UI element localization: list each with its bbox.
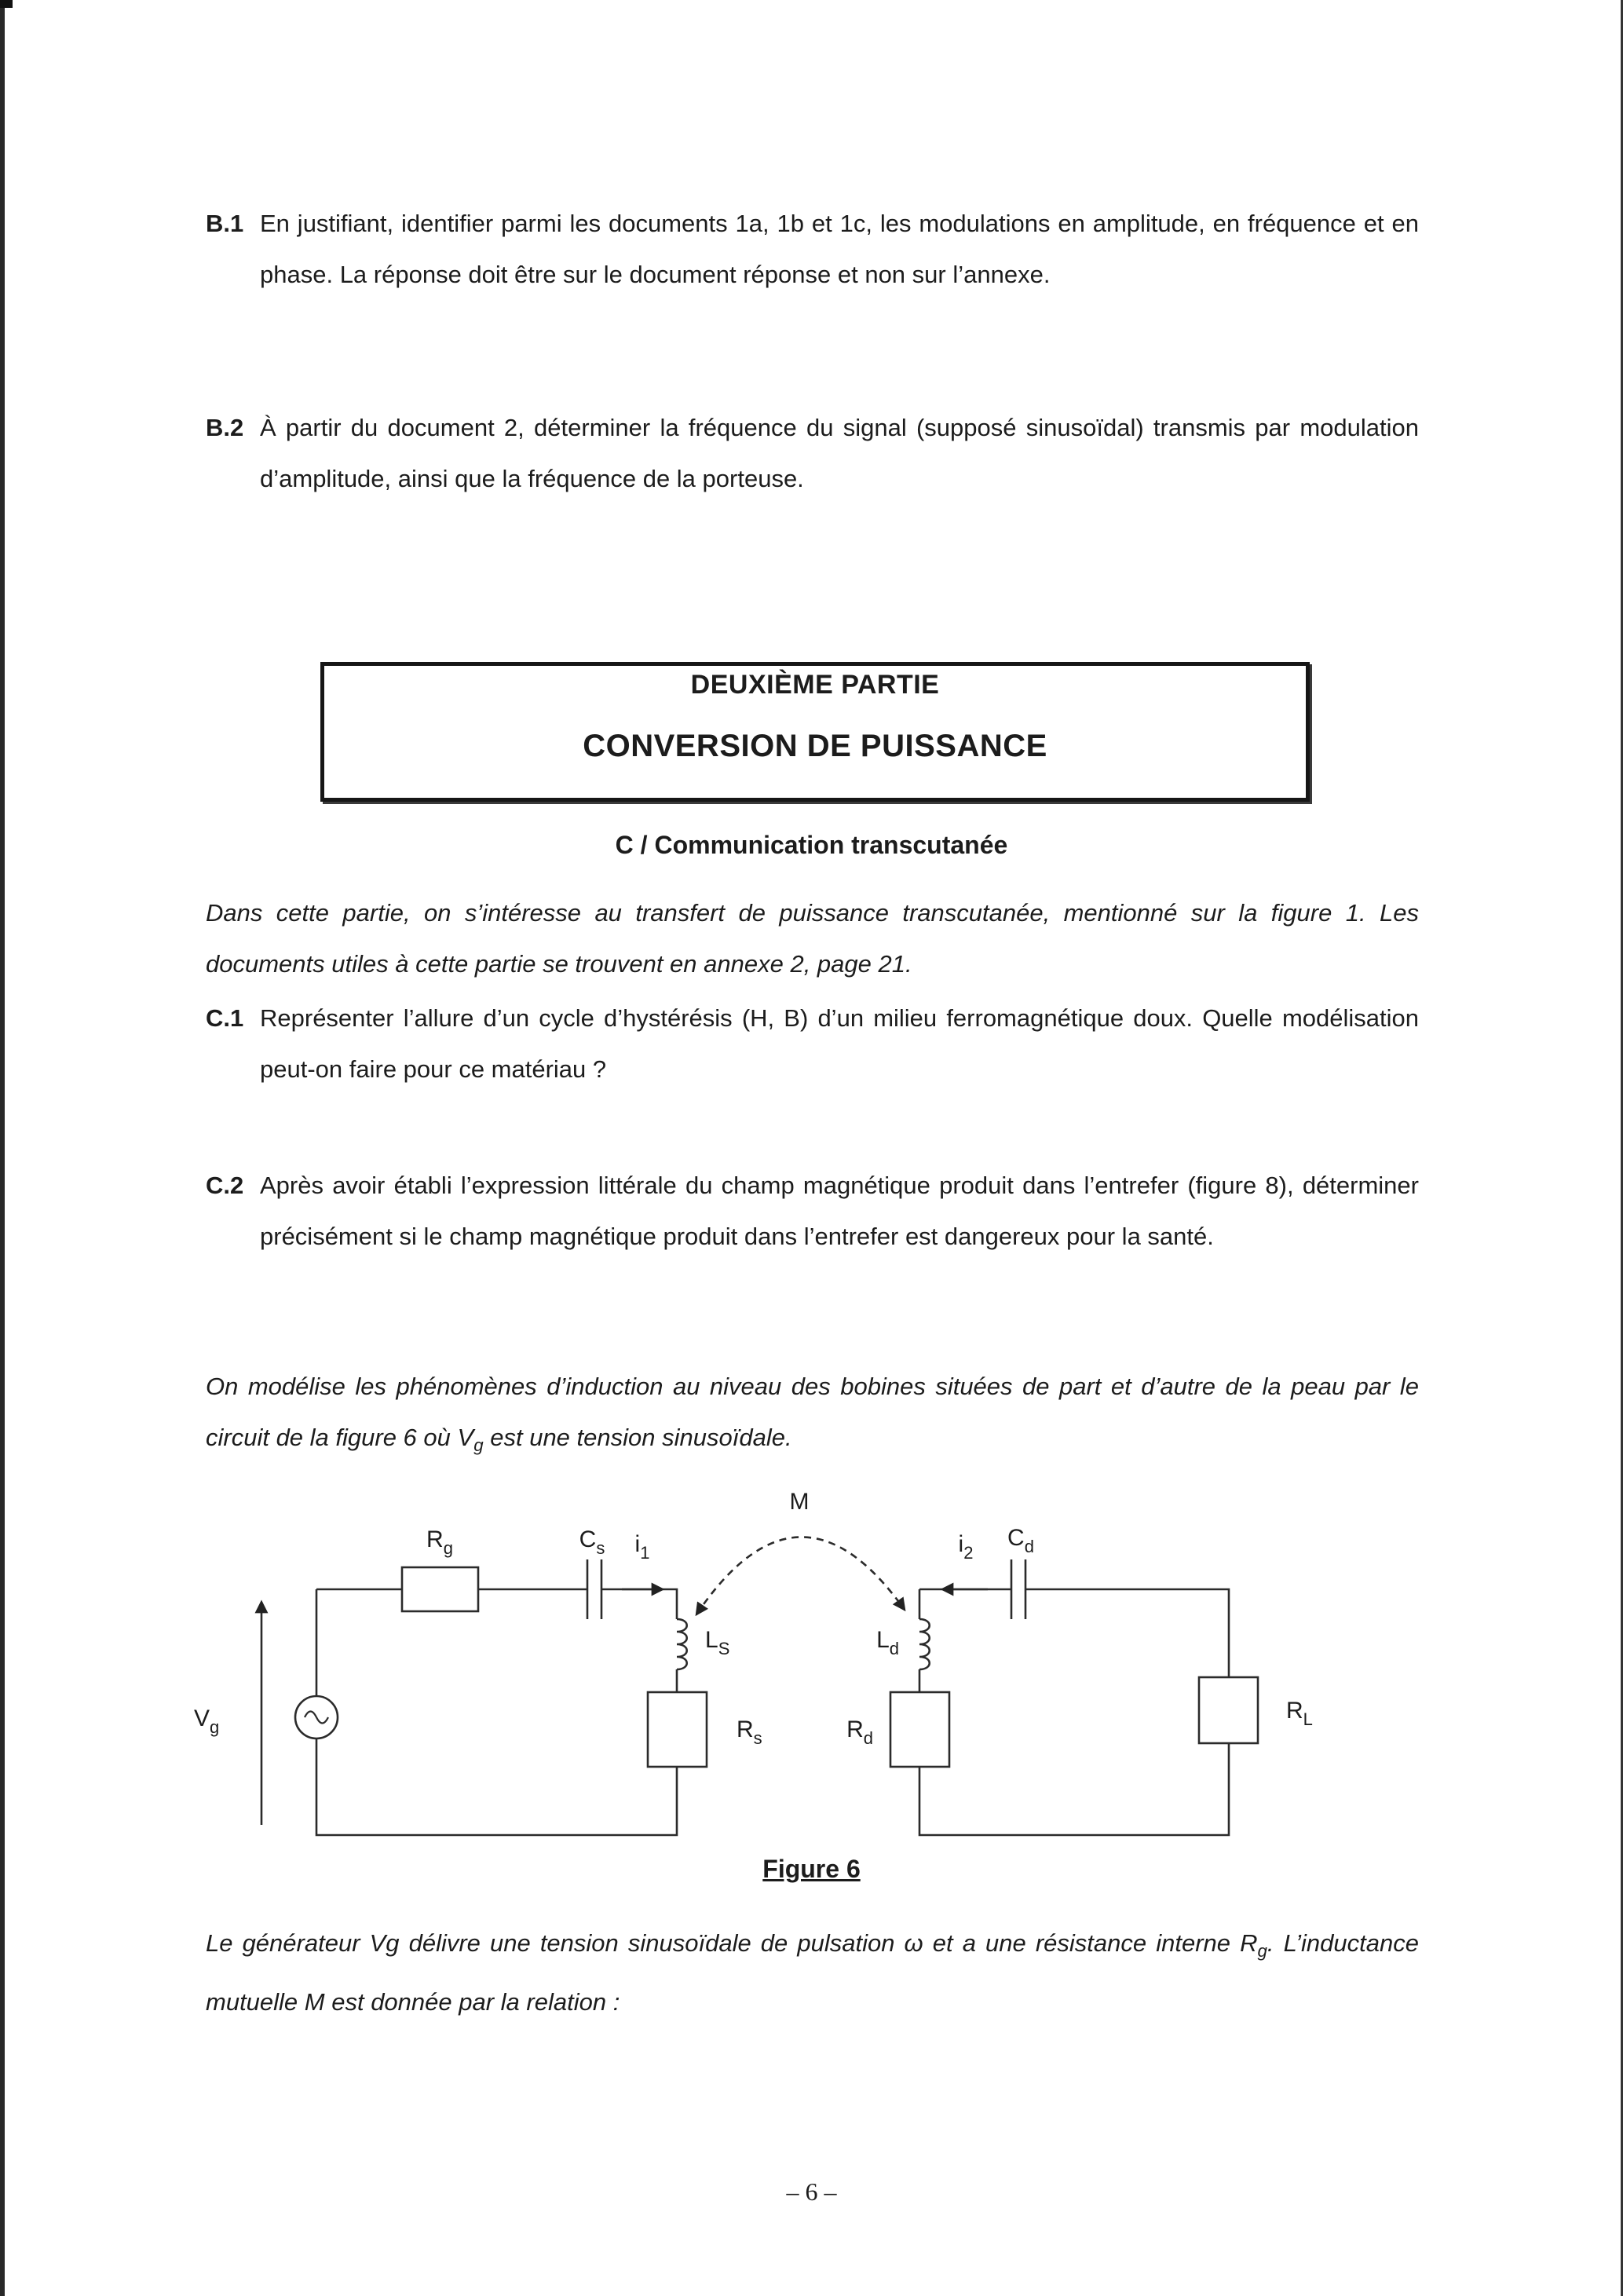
mutual-inductance-arc [696,1537,905,1614]
voltage-subscript: g [473,1435,484,1456]
question-c1-text: Représenter l’allure d’un cycle d’hystérésis (H, B) d’un milieu ferromagnétique doux. Quelle modélisation peut-on faire pour ce matériau ? [260,1004,1419,1083]
right-loop-wires [919,1589,1229,1835]
generator-text-3: . L’inductance mutuelle M est donnée par la relation : [206,1929,1419,2016]
label-vg: $V_g$ [194,1706,220,1737]
label-cd: $C_d$ [1007,1525,1034,1556]
circuit-labels [194,1489,1313,1748]
label-rg: $R_g$ [426,1526,453,1558]
part-subtitle: CONVERSION DE PUISSANCE [583,729,1047,763]
resistor-rs-box [648,1692,707,1767]
label-ld: $L_d$ [876,1627,899,1658]
inductor-ld-coil [919,1619,930,1669]
intro-paragraph: Dans cette partie, on s’intéresse au transfert de puissance transcutanée, mentionné sur la figure 1. Les documents utiles à cette partie se trouvent en annexe 2, page 21. [206,899,1419,978]
label-ls: $L_S$ [705,1627,730,1658]
figure6-circuit-diagram [118,1468,1335,1861]
model-paragraph [206,1361,1419,1471]
model-text-1: On modélise les phénomènes d’induction au niveau des bobines situées de part et d’autre de la peau par le circuit de la figure 6 où [206,1373,1419,1451]
capacitor-cd [1011,1559,1025,1619]
question-c2-label: C.2 [206,1172,244,1199]
left-loop-wires [316,1589,677,1835]
resistance-subscript: g [1257,1941,1267,1961]
resistance-symbol: R [1240,1929,1258,1957]
generator-paragraph [206,1918,1419,2027]
part-title-box [320,662,1310,802]
label-cs: $C_s$ [579,1526,605,1558]
label-rd: $R_d$ [846,1717,873,1748]
inductor-ls-coil [677,1619,687,1669]
question-b2-text: À partir du document 2, déterminer la fréquence du signal (supposé sinusoïdal) transmis par modulation d’amplitude, ainsi que la fréquence de la porteuse. [260,414,1419,492]
capacitor-cs [587,1559,601,1619]
question-b1-label: B.1 [206,210,244,237]
generator-text-2: et a une résistance interne [923,1929,1241,1957]
question-b1-text: En justifiant, identifier parmi les documents 1a, 1b et 1c, les modulations en amplitude, en fréquence et en phase. La réponse doit être sur le document réponse et non sur l’annexe. [260,210,1419,288]
model-text-2: est une tension sinusoïdale. [483,1424,792,1451]
omega-symbol: ω [904,1929,923,1957]
question-b2 [206,402,1419,504]
scan-corner-mark [0,0,13,8]
resistor-rd-box [890,1692,949,1767]
question-c1 [206,993,1419,1095]
voltage-symbol: V [457,1424,474,1451]
label-rl: $R_L$ [1286,1698,1313,1729]
question-c2 [206,1160,1419,1262]
label-rs: $R_s$ [737,1717,762,1748]
label-m: M [789,1489,810,1515]
resistor-rg-box [402,1567,478,1611]
label-i1: $i_1$ [634,1531,650,1563]
section-heading: C / Communication transcutanée [615,831,1008,859]
part-title: DEUXIÈME PARTIE [690,670,940,700]
label-i2: $i_2$ [958,1531,974,1563]
generator-text-1: Le générateur Vg délivre une tension sinusoïdale de pulsation [206,1929,905,1957]
question-c1-label: C.1 [206,1004,244,1032]
figure-caption: Figure 6 [762,1855,861,1883]
question-b1 [206,198,1419,300]
question-b2-label: B.2 [206,414,244,441]
resistor-rl-box [1199,1677,1258,1743]
question-c2-text: Après avoir établi l’expression littérale du champ magnétique produit dans l’entrefer (figure 8), déterminer précisément si le champ magnétique produit dans l’entrefer est dangereux pour la santé. [260,1172,1419,1250]
page-number: – 6 – [786,2177,837,2206]
scan-edge-left [0,0,5,2296]
